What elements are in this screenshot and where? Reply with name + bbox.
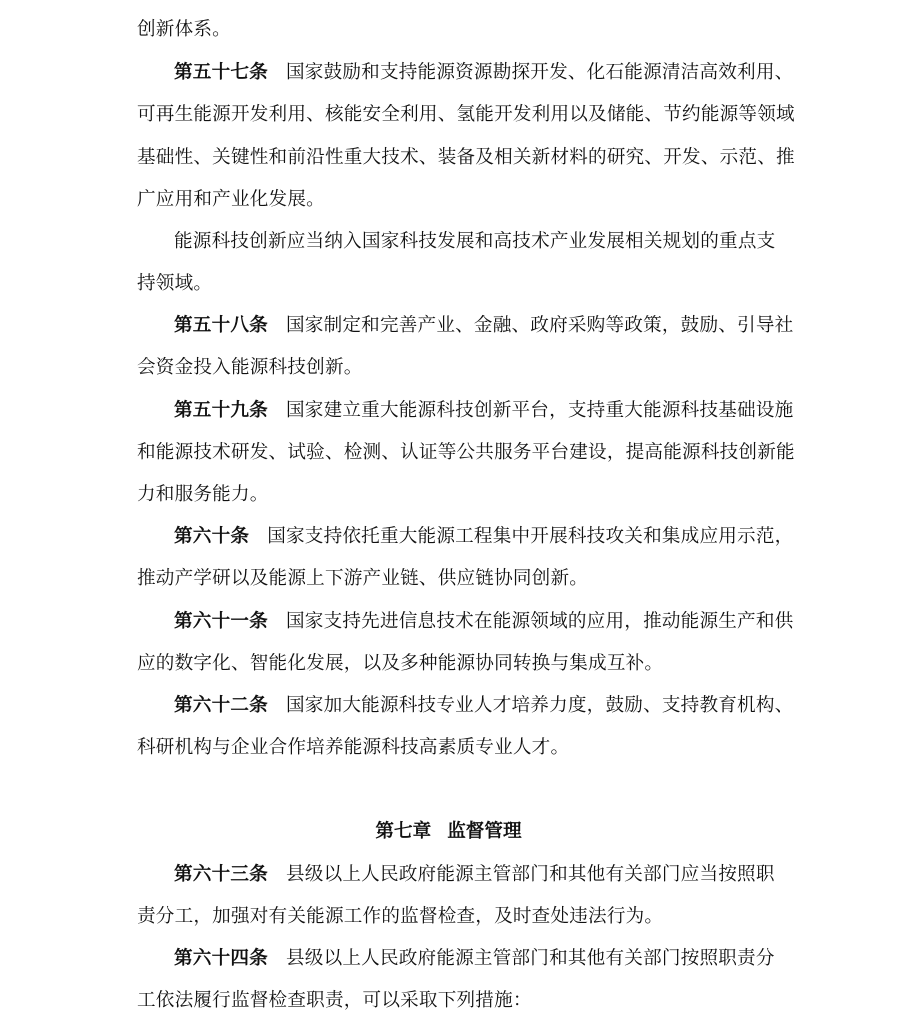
article-text: 国家建立重大能源科技创新平台，支持重大能源科技基础设施 bbox=[285, 400, 794, 421]
article-number: 第五十八条 bbox=[174, 315, 268, 336]
article-text: 国家支持依托重大能源工程集中开展科技攻关和集成应用示范， bbox=[267, 526, 794, 547]
text-line: 应的数字化、智能化发展，以及多种能源协同转换与集成互补。 bbox=[137, 653, 664, 674]
article-text: 国家加大能源科技专业人才培养力度，鼓励、支持教育机构、 bbox=[285, 695, 794, 716]
text-line: 广应用和产业化发展。 bbox=[137, 189, 325, 210]
article-59 bbox=[174, 399, 794, 423]
article-63 bbox=[174, 863, 775, 887]
article-text: 国家支持先进信息技术在能源领域的应用，推动能源生产和供 bbox=[285, 611, 794, 632]
article-text: 国家制定和完善产业、金融、政府采购等政策，鼓励、引导社 bbox=[285, 315, 794, 336]
text-line: 和能源技术研发、试验、检测、认证等公共服务平台建设，提高能源科技创新能 bbox=[137, 442, 795, 463]
article-text: 县级以上人民政府能源主管部门和其他有关部门按照职责分 bbox=[285, 948, 775, 969]
text-line: 责分工，加强对有关能源工作的监督检查，及时查处违法行为。 bbox=[137, 906, 664, 927]
article-number: 第五十九条 bbox=[174, 400, 268, 421]
chapter-title: 监督管理 bbox=[447, 821, 522, 842]
text-line: 力和服务能力。 bbox=[137, 484, 269, 505]
article-number: 第六十四条 bbox=[174, 948, 268, 969]
article-64 bbox=[174, 947, 775, 971]
text-line: 会资金投入能源科技创新。 bbox=[137, 357, 363, 378]
article-number: 第五十七条 bbox=[174, 62, 268, 83]
article-text: 县级以上人民政府能源主管部门和其他有关部门应当按照职 bbox=[285, 864, 775, 885]
text-line: 创新体系。 bbox=[137, 19, 231, 40]
text-line: 持领域。 bbox=[137, 273, 213, 294]
text-line: 可再生能源开发利用、核能安全利用、氢能开发利用以及储能、节约能源等领域 bbox=[137, 104, 795, 125]
article-text: 国家鼓励和支持能源资源勘探开发、化石能源清洁高效利用、 bbox=[285, 62, 794, 83]
text-line: 推动产学研以及能源上下游产业链、供应链协同创新。 bbox=[137, 568, 589, 589]
article-58 bbox=[174, 314, 794, 338]
article-57 bbox=[174, 61, 794, 85]
article-61 bbox=[174, 610, 794, 634]
paragraph-line: 能源科技创新应当纳入国家科技发展和高技术产业发展相关规划的重点支 bbox=[174, 231, 776, 252]
article-number: 第六十一条 bbox=[174, 611, 268, 632]
article-number: 第六十三条 bbox=[174, 864, 268, 885]
text-line: 科研机构与企业合作培养能源科技高素质专业人才。 bbox=[137, 737, 570, 758]
chapter-heading bbox=[0, 820, 897, 844]
text-line: 工依法履行监督检查职责，可以采取下列措施： bbox=[137, 990, 532, 1011]
text-line: 基础性、关键性和前沿性重大技术、装备及相关新材料的研究、开发、示范、推 bbox=[137, 147, 795, 168]
chapter-number: 第七章 bbox=[375, 821, 432, 842]
article-number: 第六十条 bbox=[174, 526, 250, 547]
article-60 bbox=[174, 525, 794, 549]
article-62 bbox=[174, 694, 794, 718]
article-number: 第六十二条 bbox=[174, 695, 268, 716]
